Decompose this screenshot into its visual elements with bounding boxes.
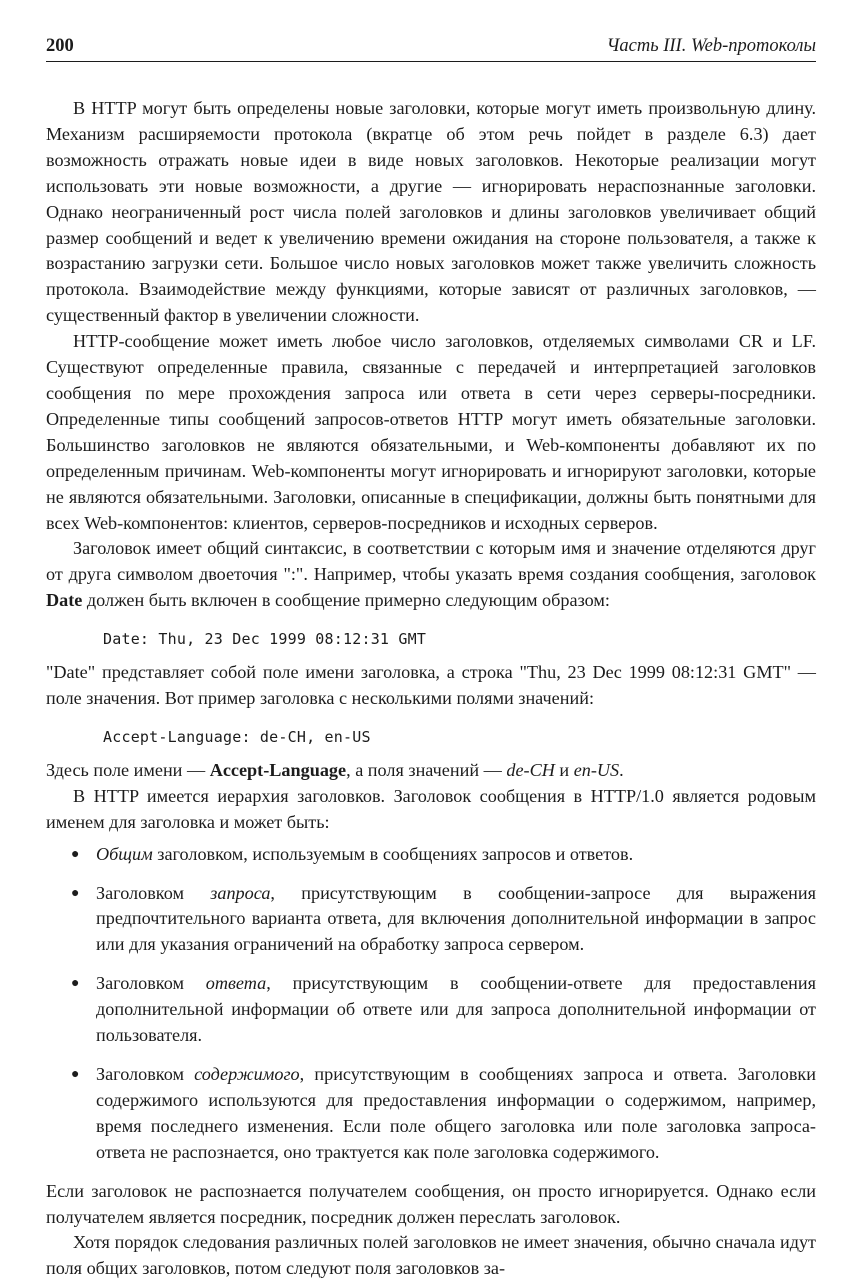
list-item: ● Общим заголовком, используемым в сообщениях запросов и ответов. (46, 842, 816, 868)
header-name-date: Date (46, 590, 83, 611)
paragraph: Заголовок имеет общий синтаксис, в соответствии с которым имя и значение отделяются друг от друга символом двоеточия ":". Например, чтобы указать время создания сообщения, заголовок Date должен быть включен в сообщение примерно следующим образом: (46, 538, 816, 611)
bullet-icon: ● (71, 846, 80, 862)
code-example-date: Date: Thu, 23 Dec 1999 08:12:31 GMT (103, 630, 427, 649)
paragraph: В HTTP могут быть определены новые заголовки, которые могут иметь произвольную длину. Механизм расширяемости протокола (вкратце об этом речь пойдет в разделе 6.3) дает возможность отражать новые идеи в виде новых заголовков. Некоторые реализации могут использовать эти новые возможности, а другие — игнорировать нераспознанные заголовки. Однако неограниченный рост числа полей заголовков и длины заголовков увеличивает общий размер сообщений и ведет к увеличению времени ожидания на стороне пользователя, а также к возрастанию загрузки сети. Большое число новых заголовков может также увеличить сложность протокола. Взаимодействие между функциями, которые зависят от различных заголовков, — существенный фактор в увеличении сложности. (46, 98, 816, 326)
list-item: ● Заголовком ответа, присутствующим в сообщении-ответе для предоставления дополнительной информации об ответе или для запроса дополнительной информации от пользователя. (71, 973, 816, 1046)
paragraph: Хотя порядок следования различных полей заголовков не имеет значения, обычно сначала идут поля общих заголовков, потом следуют поля заголовков за- (46, 1232, 816, 1279)
list-item: ● Заголовком содержимого, присутствующим в сообщениях запроса и ответа. Заголовки содержимого используются для предоставления информации о содержимом, например, время последнего изменения. Если поле общего заголовка или поле заголовка запроса-ответа не распознается, оно трактуется как поле заголовка содержимого. (71, 1064, 816, 1162)
bullet-icon: ● (71, 1067, 80, 1082)
code-example-accept-language: Accept-Language: de-CH, en-US (103, 727, 371, 746)
paragraph: Если заголовок не распознается получателем сообщения, он просто игнорируется. Однако если получателем является посредник, посредник должен переслать заголовок. (46, 1180, 816, 1227)
page-number: 200 (46, 36, 74, 57)
paragraph: Здесь поле имени — Accept-Language, а поля значений — de-CH и en-US. (46, 759, 624, 780)
bullet-icon: ● (71, 976, 80, 992)
bullet-icon: ● (71, 885, 80, 901)
page-header (46, 34, 816, 62)
paragraph: HTTP-сообщение может иметь любое число заголовков, отделяемых символами CR и LF. Существуют определенные правила, связанные с передачей и интерпретацией заголовков сообщения по мере прохождения запроса или ответа в сети через серверы-посредники. Определенные типы сообщений запросов-ответов HTTP могут иметь обязательные заголовки. Большинство заголовков не являются обязательными, и Web-компоненты добавляют их по определенным причинам. Web-компоненты могут игнорировать и игнорируют заголовки, которые не являются обязательными. Заголовки, описанные в спецификации, должны быть понятными для всех Web-компонентов: клиентов, серверов-посредников и исходных серверов. (46, 331, 816, 533)
page (46, 34, 816, 1282)
list-item: ● Заголовком запроса, присутствующим в сообщении-запросе для выражения предпочтительного варианта ответа, для включения дополнительной информации в запрос или для указания ограничений на обработку запроса сервером. (71, 882, 816, 955)
paragraph: В HTTP имеется иерархия заголовков. Заголовок сообщения в HTTP/1.0 является родовым именем для заголовка и может быть: (46, 785, 816, 832)
paragraph: "Date" представляет собой поле имени заголовка, а строка "Thu, 23 Dec 1999 08:12:31 GMT" — поле значения. Вот пример заголовка с несколькими полями значений: (46, 662, 816, 709)
running-title: Часть III. Web-протоколы (606, 36, 816, 57)
header-types-list (46, 842, 816, 1166)
